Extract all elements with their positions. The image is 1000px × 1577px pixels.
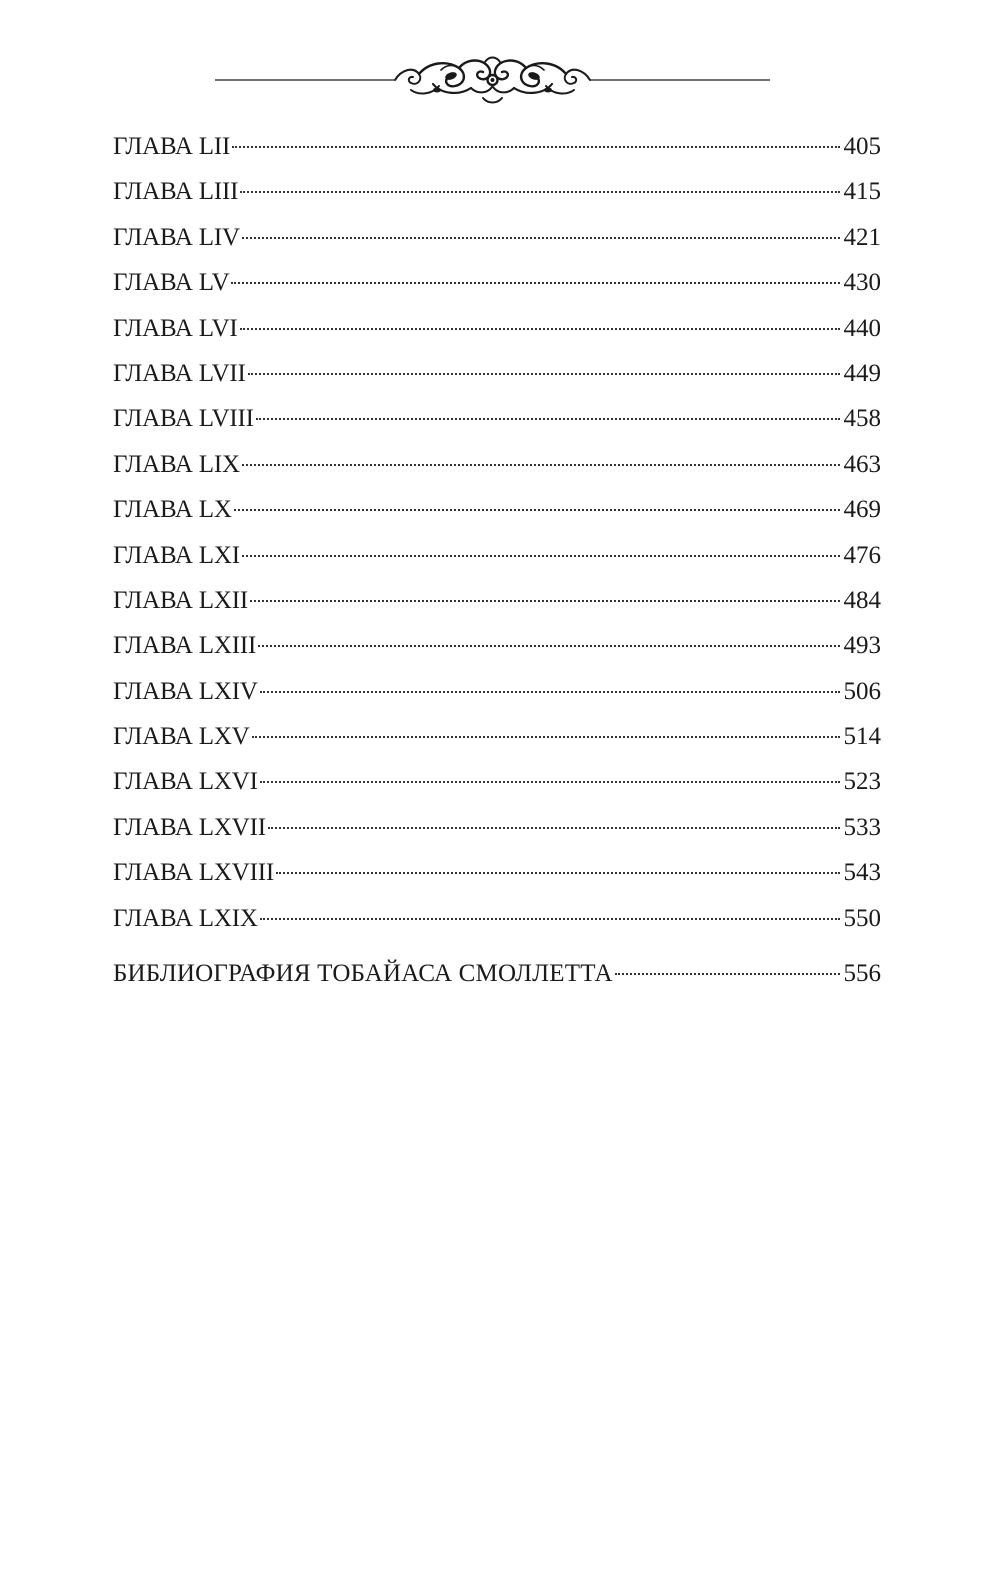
toc-entry-chapter-liv[interactable]	[113, 215, 881, 260]
toc-entry-chapter-lx[interactable]	[113, 487, 881, 532]
toc-entry-chapter-lxv[interactable]	[113, 714, 881, 759]
table-of-contents	[113, 124, 881, 996]
dot-leader	[256, 418, 840, 420]
toc-entry-chapter-lxix[interactable]	[113, 896, 881, 941]
dot-leader	[240, 328, 840, 330]
dot-leader	[276, 872, 840, 874]
toc-entry-title: ГЛАВА LXIII	[113, 632, 257, 660]
toc-entry-page: 533	[843, 813, 881, 841]
toc-entry-title: ГЛАВА LXIV	[113, 677, 258, 705]
toc-entry-page: 430	[843, 269, 881, 297]
dot-leader	[260, 691, 840, 693]
dot-leader	[260, 918, 840, 920]
toc-entry-page: 440	[843, 314, 881, 342]
dot-leader	[232, 146, 839, 148]
toc-entry-title: ГЛАВА LIX	[113, 450, 240, 478]
toc-entry-chapter-lxvii[interactable]	[113, 805, 881, 850]
toc-entry-title: ГЛАВА LXV	[113, 723, 250, 751]
toc-entry-chapter-lii[interactable]	[113, 124, 881, 169]
toc-entry-title: ГЛАВА LV	[113, 269, 230, 297]
toc-entry-chapter-lxiii[interactable]	[113, 623, 881, 668]
toc-entry-title: ГЛАВА LXVI	[113, 768, 258, 796]
toc-entry-bibliography[interactable]	[113, 951, 881, 996]
toc-entry-chapter-lix[interactable]	[113, 442, 881, 487]
dot-leader	[268, 827, 840, 829]
toc-entry-chapter-lv[interactable]	[113, 260, 881, 305]
toc-entry-title: ГЛАВА LII	[113, 133, 231, 160]
dot-leader	[252, 736, 840, 738]
dot-leader	[231, 282, 839, 284]
toc-entry-title: ГЛАВА LIII	[113, 178, 239, 206]
toc-entry-chapter-lxi[interactable]	[113, 533, 881, 578]
toc-entry-title: ГЛАВА LIV	[113, 223, 240, 251]
toc-entry-chapter-lxii[interactable]	[113, 578, 881, 623]
toc-entry-title: ГЛАВА LXVII	[113, 813, 266, 841]
toc-entry-title: ГЛАВА LX	[113, 496, 232, 524]
toc-entry-page: 469	[843, 496, 881, 524]
toc-entry-title: ГЛАВА LXII	[113, 586, 248, 614]
dot-leader	[242, 555, 840, 557]
dot-leader	[250, 600, 840, 602]
toc-entry-page: 415	[843, 178, 881, 206]
toc-entry-page: 550	[843, 904, 881, 932]
toc-entry-title: ГЛАВА LVIII	[113, 405, 254, 433]
scroll-ornament-icon	[215, 50, 770, 110]
toc-entry-page: 506	[843, 677, 881, 705]
toc-entry-page: 514	[843, 723, 881, 751]
toc-entry-chapter-liii[interactable]	[113, 169, 881, 214]
toc-entry-page: 463	[843, 450, 881, 478]
dot-leader	[242, 464, 840, 466]
toc-entry-page: 449	[843, 359, 881, 387]
toc-entry-title: ГЛАВА LXIX	[113, 904, 258, 932]
dot-leader	[242, 237, 840, 239]
toc-entry-chapter-lxvi[interactable]	[113, 759, 881, 804]
dot-leader	[615, 973, 840, 975]
dot-leader	[240, 191, 839, 193]
dot-leader	[234, 509, 840, 511]
toc-entry-page: 421	[843, 223, 881, 251]
toc-entry-chapter-lxiv[interactable]	[113, 669, 881, 714]
toc-entry-title: ГЛАВА LXVIII	[113, 859, 274, 887]
toc-entry-page: 458	[843, 405, 881, 433]
toc-entry-chapter-lxviii[interactable]	[113, 850, 881, 895]
dot-leader	[248, 373, 840, 375]
toc-entry-title: ГЛАВА LVII	[113, 359, 246, 387]
toc-entry-chapter-lviii[interactable]	[113, 396, 881, 441]
dot-leader	[260, 781, 840, 783]
dot-leader	[258, 645, 839, 647]
toc-entry-title: ГЛАВА LXI	[113, 541, 240, 569]
toc-entry-page: 405	[843, 133, 881, 160]
toc-entry-chapter-lvi[interactable]	[113, 306, 881, 351]
toc-entry-page: 493	[843, 632, 881, 660]
toc-entry-title: БИБЛИОГРАФИЯ ТОБАЙАСА СМОЛЛЕТТА	[113, 960, 613, 988]
toc-entry-page: 556	[843, 960, 881, 988]
toc-entry-page: 484	[843, 586, 881, 614]
toc-entry-page: 523	[843, 768, 881, 796]
toc-entry-page: 476	[843, 541, 881, 569]
toc-entry-chapter-lvii[interactable]	[113, 351, 881, 396]
toc-entry-title: ГЛАВА LVI	[113, 314, 238, 342]
toc-entry-page: 543	[843, 859, 881, 887]
